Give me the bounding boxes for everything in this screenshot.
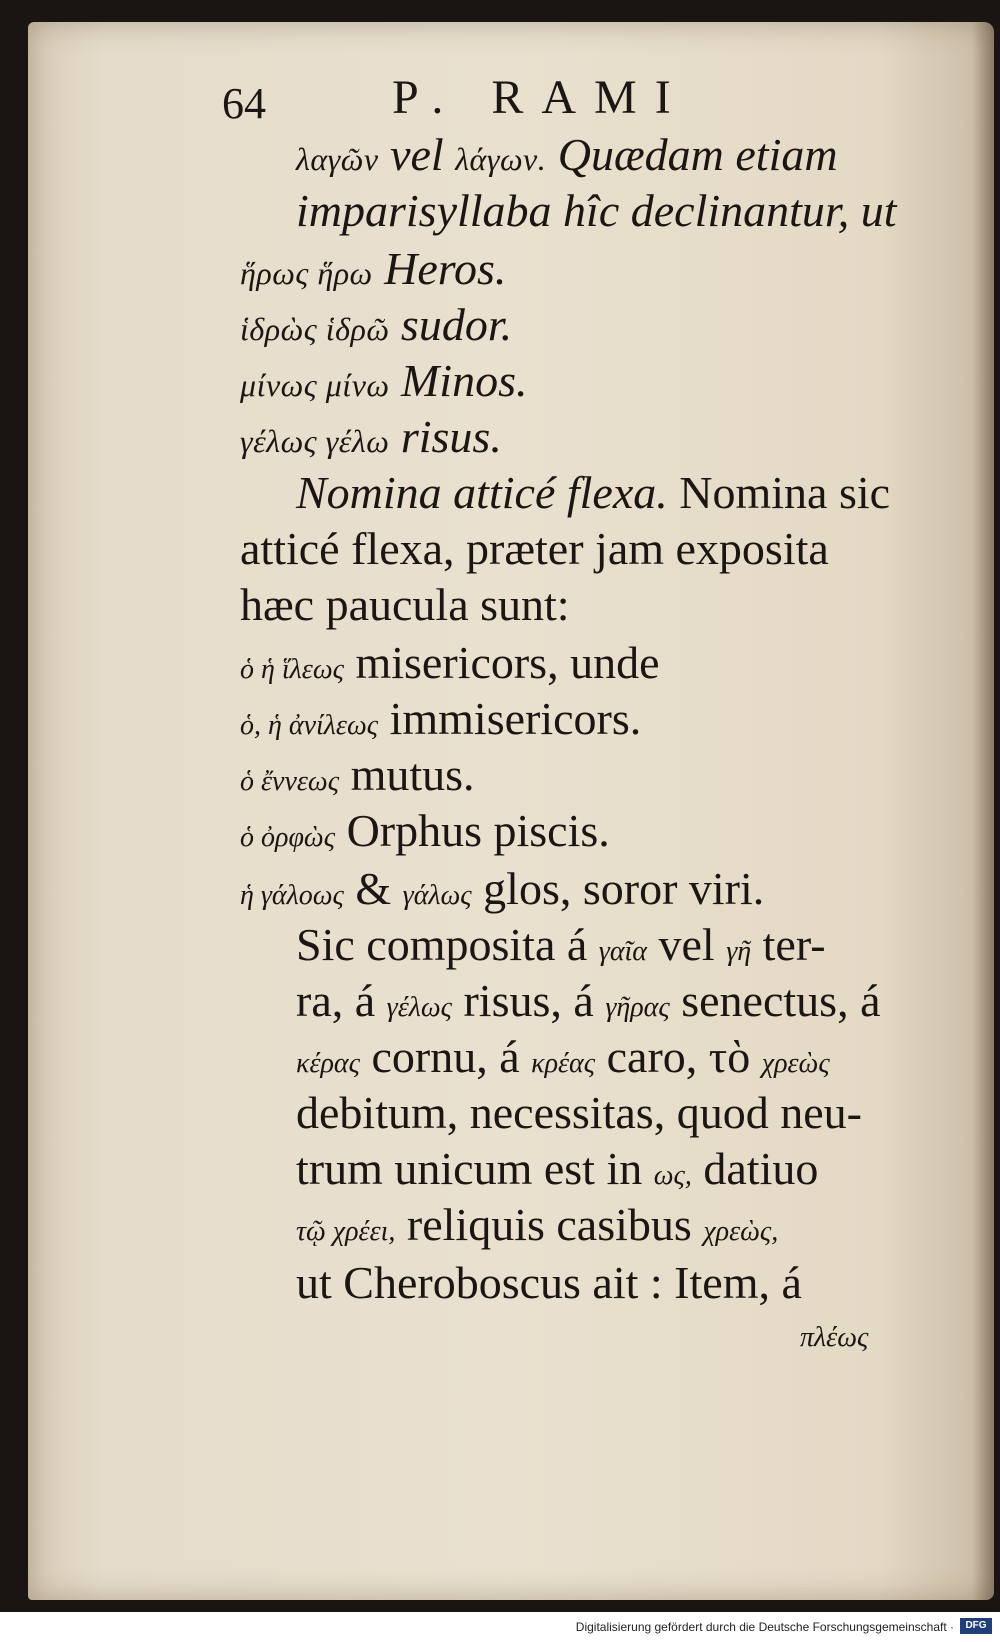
latin-word: risus. — [400, 411, 502, 462]
greek-word: λάγων. — [455, 141, 547, 177]
latin-word: Minos. — [400, 355, 528, 406]
text-line-20 — [296, 1199, 779, 1250]
greek-word: γάλως — [402, 880, 472, 911]
text-line-21: ut Cheroboscus ait : Item, á — [296, 1257, 802, 1308]
text-line-1 — [296, 129, 838, 180]
text-line-16 — [296, 975, 881, 1026]
text-line-3 — [240, 243, 507, 294]
latin-phrase: senectus, á — [681, 975, 881, 1026]
latin-phrase: Quædam etiam — [557, 129, 838, 180]
greek-word: κέρας — [296, 1048, 360, 1079]
text-line-5 — [240, 355, 528, 406]
text-line-12 — [240, 749, 475, 800]
latin-phrase: Sic composita á — [296, 919, 588, 970]
ampersand: & — [355, 863, 392, 914]
latin-word: vel — [658, 919, 715, 970]
text-line-6 — [240, 411, 502, 462]
text-line-7 — [296, 467, 891, 518]
greek-word: ὁ ἡ ἵλεως — [240, 654, 344, 685]
section-heading: Nomina atticé flexa. — [296, 467, 668, 518]
latin-phrase: misericors, unde — [355, 637, 660, 688]
text-line-2: imparisyllaba hîc declinantur, ut — [296, 185, 897, 236]
footer-credit: Digitalisierung gefördert durch die Deutsche Forschungsgemeinschaft · — [575, 1620, 954, 1634]
text-line-13 — [240, 805, 610, 856]
latin-word: ra, á — [296, 975, 376, 1026]
text-line-8: atticé flexa, præter jam exposita — [240, 523, 829, 574]
text-line-11 — [240, 693, 642, 744]
greek-word: ἱδρὼς ἱδρῶ — [240, 311, 390, 347]
greek-word: χρεὼς, — [703, 1216, 779, 1247]
greek-word: λαγῶν — [296, 141, 379, 177]
latin-word: mutus. — [350, 749, 475, 800]
latin-phrase: reliquis casibus — [406, 1199, 692, 1250]
text-line-9: hæc paucula sunt: — [240, 579, 570, 630]
running-head — [222, 70, 742, 130]
greek-word: τῷ χρέει, — [296, 1216, 396, 1247]
greek-word: γέλως — [386, 992, 452, 1023]
greek-word: γῆ — [726, 936, 752, 967]
latin-word: Heros. — [384, 243, 507, 294]
dfg-logo: DFG — [960, 1618, 992, 1634]
greek-word: γαῖα — [598, 936, 647, 967]
latin-phrase: Orphus piscis. — [346, 805, 610, 856]
text-line-4 — [240, 299, 513, 350]
latin-phrase: Nomina sic — [679, 467, 891, 518]
greek-word: μίνως μίνω — [240, 367, 390, 403]
latin-phrase: cornu, á — [371, 1031, 520, 1082]
text-line-18: debitum, necessitas, quod neu- — [296, 1087, 862, 1138]
digitization-footer — [0, 1612, 1000, 1642]
page-number: 64 — [222, 79, 266, 128]
greek-word: χρεὼς — [761, 1048, 830, 1079]
greek-word: ἥρως ἥρω — [240, 255, 373, 291]
greek-word: γέλως γέλω — [240, 423, 390, 459]
greek-word: ὁ ὀρφὼς — [240, 822, 336, 853]
catchword: πλέως — [800, 1322, 869, 1353]
page-spine-shadow — [972, 22, 994, 1600]
text-line-10 — [240, 637, 660, 688]
text-line-14 — [240, 863, 765, 914]
text-line-17 — [296, 1031, 830, 1082]
latin-word: ter- — [762, 919, 826, 970]
greek-word: ὁ ἔννεως — [240, 766, 340, 797]
running-head-title: P. RAMI — [392, 71, 689, 124]
greek-word: ἡ γάλοως — [240, 880, 344, 911]
latin-phrase: glos, soror viri. — [483, 863, 765, 914]
latin-word: vel — [390, 129, 444, 180]
text-line-19 — [296, 1143, 819, 1194]
text-line-15 — [296, 919, 826, 970]
greek-word: ως, — [653, 1160, 692, 1191]
latin-word: datiuo — [703, 1143, 819, 1194]
greek-word: γῆρας — [605, 992, 670, 1023]
latin-word: immisericors. — [389, 693, 642, 744]
latin-phrase: trum unicum est in — [296, 1143, 643, 1194]
latin-word: sudor. — [400, 299, 513, 350]
latin-phrase: risus, á — [463, 975, 594, 1026]
latin-phrase: caro, τὸ — [606, 1031, 751, 1082]
greek-word: κρέας — [531, 1048, 596, 1079]
greek-word: ὁ, ἡ ἀνίλεως — [240, 710, 379, 741]
